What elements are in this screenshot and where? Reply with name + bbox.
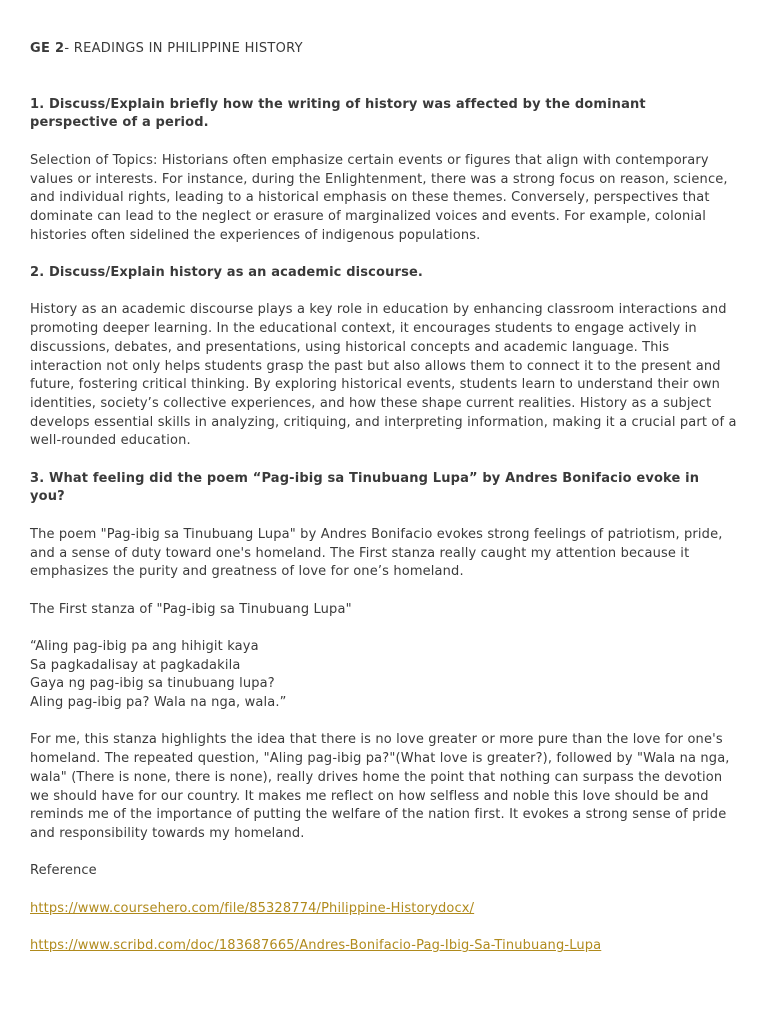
poem-line: Aling pag-ibig pa? Wala na nga, wala.” xyxy=(30,695,287,711)
poem-line: Gaya ng pag-ibig sa tinubuang lupa? xyxy=(30,676,275,692)
question-2: 2. Discuss/Explain history as an academic discourse. xyxy=(30,265,424,280)
reference-heading: Reference xyxy=(30,863,97,879)
reflection-paragraph: For me, this stanza highlights the idea that there is no love greater or more pure than the love for one's homeland. The repeated question, "Aling pag-ibig pa?"(What love is greater?), followed by "Wala na nga, wala" (There is none, there is none), really drives home the point that nothing can surpass the devotion we should have for our country. It makes me reflect on how selfless and noble this love should be and reminds me of the importance of putting the welfare of the nation first. It evokes a strong sense of pride and responsibility towards my homeland. xyxy=(30,732,730,841)
course-name: - READINGS IN PHILIPPINE HISTORY xyxy=(64,41,303,56)
poem-line: “Aling pag-ibig pa ang hihigit kaya xyxy=(30,638,259,654)
reference-link-scribd[interactable]: https://www.scribd.com/doc/183687665/Andres-Bonifacio-Pag-Ibig-Sa-Tinubuang-Lupa xyxy=(30,938,602,954)
reference-link-coursehero[interactable]: https://www.coursehero.com/file/85328774/Philippine-Historydocx/ xyxy=(30,900,475,916)
poem-line: Sa pagkadalisay at pagkadakila xyxy=(30,657,241,673)
question-3: 3. What feeling did the poem “Pag-ibig sa Tinubuang Lupa” by Andres Bonifacio evoke in you? xyxy=(30,470,700,505)
poem-stanza xyxy=(30,638,738,713)
stanza-intro: The First stanza of "Pag-ibig sa Tinubuang Lupa" xyxy=(30,601,352,617)
question-1: 1. Discuss/Explain briefly how the writing of history was affected by the dominant perspective of a period. xyxy=(30,96,646,131)
answer-3: The poem "Pag-ibig sa Tinubuang Lupa" by Andres Bonifacio evokes strong feelings of patriotism, pride, and a sense of duty toward one's homeland. The First stanza really caught my attention because it emphasizes the purity and greatness of love for one’s homeland. xyxy=(30,526,723,580)
course-title xyxy=(30,40,738,59)
answer-2: History as an academic discourse plays a key role in education by enhancing classroom interactions and promoting deeper learning. In the educational context, it encourages students to engage actively in discussions, debates, and presentations, using historical concepts and academic language. This interaction not only helps students grasp the past but also allows them to connect it to the present and future, fostering critical thinking. By exploring historical events, students learn to understand their own identities, society’s collective experiences, and how these shape current realities. History as a subject develops essential skills in analyzing, critiquing, and interpreting information, making it a crucial part of a well-rounded education. xyxy=(30,302,737,449)
answer-1: Selection of Topics: Historians often emphasize certain events or figures that align with contemporary values or interests. For instance, during the Enlightenment, there was a strong focus on reason, science, and individual rights, leading to a historical emphasis on these themes. Conversely, perspectives that dominate can lead to the neglect or erasure of marginalized voices and events. For example, colonial histories often sidelined the experiences of indigenous populations. xyxy=(30,152,728,243)
course-code: GE 2 xyxy=(30,41,65,56)
